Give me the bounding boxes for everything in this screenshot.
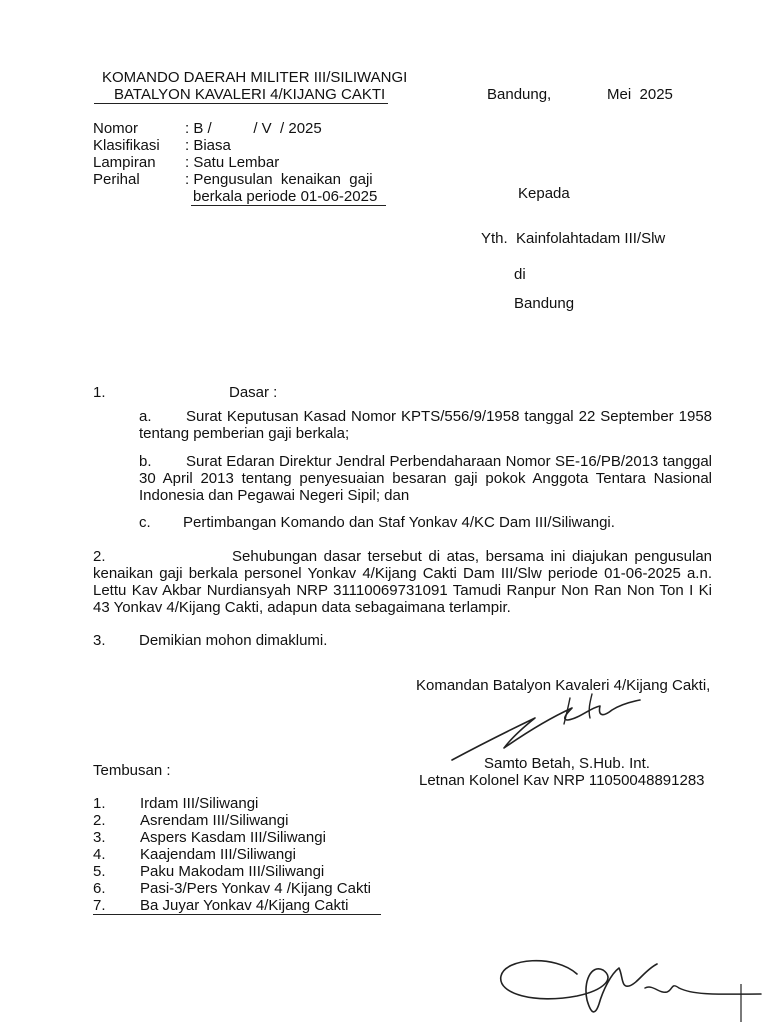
para-1a-letter: a.	[139, 408, 152, 425]
para-3-text: Demikian mohon dimaklumi.	[139, 632, 328, 649]
para-2-text: Sehubungan dasar tersebut di atas, bersama ini diajukan pengusulan kenaikan gaji berkala personel Yonkav 4/Kijang Cakti Dam III/Slw periode 01-06-2025 a.n. Lettu Kav Akbar Nurdiansyah NRP 31110069731091 Tamudi Ranpur Non Ran Non Ton I Ki 43 Yonkav 4/Kijang Cakti, adapun data sebagaimana terlampir.	[93, 548, 712, 616]
tembusan-underline	[93, 914, 381, 915]
para-1b-letter: b.	[139, 453, 152, 470]
para-1b-text: Surat Edaran Direktur Jendral Perbendaharaan Nomor SE-16/PB/2013 tanggal 30 April 2013 tentang penyesuaian besaran gaji pokok Anggota Tentara Nasional Indonesia dan Pegawai Negeri Sipil; dan	[139, 453, 712, 504]
para-1-heading: Dasar :	[229, 384, 278, 401]
list-item-text: Ba Juyar Yonkav 4/Kijang Cakti	[140, 897, 349, 914]
list-item	[93, 846, 381, 863]
perihal-underline	[191, 205, 386, 206]
signatory-name: Samto Betah, S.Hub. Int.	[484, 755, 650, 772]
para-2-number: 2.	[93, 548, 106, 565]
list-item-text: Aspers Kasdam III/Siliwangi	[140, 829, 326, 846]
klasifikasi-label: Klasifikasi	[93, 137, 160, 154]
para-1a-text: Surat Keputusan Kasad Nomor KPTS/556/9/1958 tanggal 22 September 1958 tentang pemberian gaji berkala;	[139, 408, 712, 442]
list-item-number: 2.	[93, 812, 106, 829]
paraf-mark	[495, 944, 765, 1024]
list-item-text: Kaajendam III/Siliwangi	[140, 846, 296, 863]
klasifikasi-value: : Biasa	[185, 137, 231, 154]
lampiran-value: : Satu Lembar	[185, 154, 280, 171]
list-item-number: 1.	[93, 795, 106, 812]
perihal-value-line-2: berkala periode 01-06-2025	[193, 188, 378, 205]
nomor-value: : B / / V / 2025	[185, 120, 322, 137]
para-1c-letter: c.	[139, 514, 151, 531]
list-item-number: 7.	[93, 897, 106, 914]
list-item-number: 5.	[93, 863, 106, 880]
signatory-rank: Letnan Kolonel Kav NRP 11050048891283	[419, 772, 705, 789]
list-item-text: Irdam III/Siliwangi	[140, 795, 259, 812]
list-item-text: Paku Makodam III/Siliwangi	[140, 863, 325, 880]
header-underline	[94, 103, 388, 104]
signatory-title: Komandan Batalyon Kavaleri 4/Kijang Cakti,	[416, 677, 711, 694]
lampiran-label: Lampiran	[93, 154, 156, 171]
org-line-1: KOMANDO DAERAH MILITER III/SILIWANGI	[102, 69, 408, 86]
nomor-label: Nomor	[93, 120, 139, 137]
recipient-city: Bandung	[514, 295, 575, 312]
list-item-number: 6.	[93, 880, 106, 897]
list-item	[93, 795, 381, 812]
list-item	[93, 880, 381, 897]
para-3-number: 3.	[93, 632, 106, 649]
list-item-number: 4.	[93, 846, 106, 863]
recipient-yth: Yth. Kainfolahtadam III/Slw	[481, 230, 666, 247]
list-item	[93, 863, 381, 880]
letter-date: Mei 2025	[607, 86, 673, 103]
tembusan-list	[93, 795, 381, 914]
kepada-label: Kepada	[518, 185, 570, 202]
recipient-di: di	[514, 266, 526, 283]
tembusan-label: Tembusan :	[93, 762, 171, 779]
perihal-value-line-1: : Pengusulan kenaikan gaji	[185, 171, 373, 188]
letter-place: Bandung,	[487, 86, 552, 103]
list-item-number: 3.	[93, 829, 106, 846]
list-item	[93, 897, 381, 914]
list-item	[93, 812, 381, 829]
perihal-label: Perihal	[93, 171, 140, 188]
list-item-text: Pasi-3/Pers Yonkav 4 /Kijang Cakti	[140, 880, 371, 897]
para-1-number: 1.	[93, 384, 106, 401]
list-item	[93, 829, 381, 846]
list-item-text: Asrendam III/Siliwangi	[140, 812, 289, 829]
org-line-2: BATALYON KAVALERI 4/KIJANG CAKTI	[114, 86, 386, 103]
para-1c-text: Pertimbangan Komando dan Staf Yonkav 4/KC Dam III/Siliwangi.	[183, 514, 615, 531]
